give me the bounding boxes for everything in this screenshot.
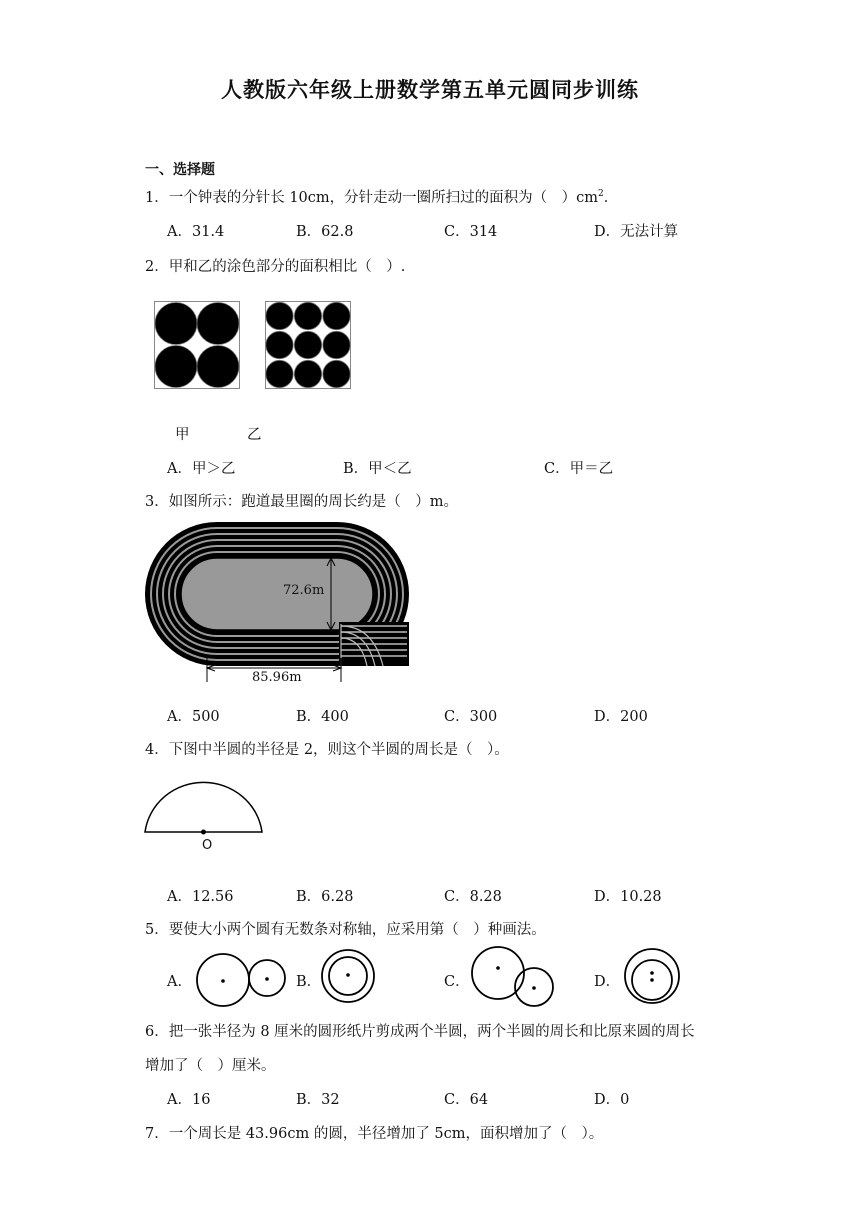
question-7-text: 7．一个周长是 43.96cm 的圆，半径增加了 5cm，面积增加了（ ）。	[145, 1126, 604, 1142]
semicircle-center-label: O	[202, 838, 213, 853]
question-1	[145, 186, 618, 207]
figure-jia-four-circles	[154, 301, 240, 389]
question-1-suffix: ．	[603, 190, 619, 206]
q5-option-a[interactable]: A．	[167, 974, 192, 990]
q6-option-b[interactable]: B．32	[296, 1092, 340, 1108]
q3-option-b[interactable]: B．400	[296, 709, 349, 725]
figure-option-a-circles	[195, 950, 290, 1010]
q4-option-b[interactable]: B．6.28	[296, 889, 354, 905]
figure-running-track	[145, 520, 411, 690]
page-title: 人教版六年级上册数学第五单元圆同步训练	[221, 77, 639, 102]
question-1-text: 1．一个钟表的分针长 10cm，分针走动一圈所扫过的面积为（ ）cm	[145, 190, 599, 206]
figure-label-yi: 乙	[247, 427, 262, 443]
q4-option-c[interactable]: C．8.28	[444, 889, 502, 905]
q6-option-c[interactable]: C．64	[444, 1092, 489, 1108]
figure-option-d-internal	[622, 946, 682, 1006]
q3-option-c[interactable]: C．300	[444, 709, 498, 725]
q5-option-c[interactable]: C．	[444, 974, 470, 990]
q3-option-a[interactable]: A．500	[167, 709, 220, 725]
q1-option-d[interactable]: D．无法计算	[594, 224, 679, 240]
q1-option-b[interactable]: B．62.8	[296, 224, 354, 240]
q2-option-a[interactable]: A．甲＞乙	[167, 461, 236, 477]
q1-option-c[interactable]: C．314	[444, 224, 498, 240]
figure-yi-nine-circles	[265, 301, 351, 389]
q2-option-b[interactable]: B．甲＜乙	[343, 461, 412, 477]
figure-option-c-overlap	[468, 945, 558, 1010]
q5-option-d[interactable]: D．	[594, 974, 621, 990]
question-6-text-line2: 增加了（ ）厘米。	[145, 1058, 276, 1074]
figure-option-b-concentric	[319, 947, 377, 1005]
q6-option-a[interactable]: A．16	[167, 1092, 211, 1108]
figure-label-jia: 甲	[175, 427, 190, 443]
q4-option-d[interactable]: D．10.28	[594, 889, 662, 905]
q2-option-c[interactable]: C．甲＝乙	[544, 461, 614, 477]
question-4-text: 4．下图中半圆的半径是 2，则这个半圆的周长是（ ）。	[145, 742, 509, 758]
q1-option-a[interactable]: A．31.4	[167, 224, 225, 240]
track-height-label: 72.6m	[283, 583, 325, 598]
question-6-text: 6．把一张半径为 8 厘米的圆形纸片剪成两个半圆，两个半圆的周长和比原来圆的周长	[145, 1024, 695, 1040]
figure-semicircle	[144, 773, 264, 835]
question-1-sup: 2	[598, 189, 604, 200]
q3-option-d[interactable]: D．200	[594, 709, 648, 725]
track-length-label: 85.96m	[252, 670, 302, 685]
section-heading: 一、选择题	[145, 162, 215, 178]
q5-option-b[interactable]: B．	[296, 974, 322, 990]
q6-option-d[interactable]: D．0	[594, 1092, 630, 1108]
question-2-text: 2．甲和乙的涂色部分的面积相比（ ）.	[145, 259, 406, 275]
question-5-text: 5．要使大小两个圆有无数条对称轴，应采用第（ ）种画法。	[145, 922, 546, 938]
question-3-text: 3．如图所示：跑道最里圈的周长约是（ ）m。	[145, 494, 458, 510]
q4-option-a[interactable]: A．12.56	[167, 889, 234, 905]
